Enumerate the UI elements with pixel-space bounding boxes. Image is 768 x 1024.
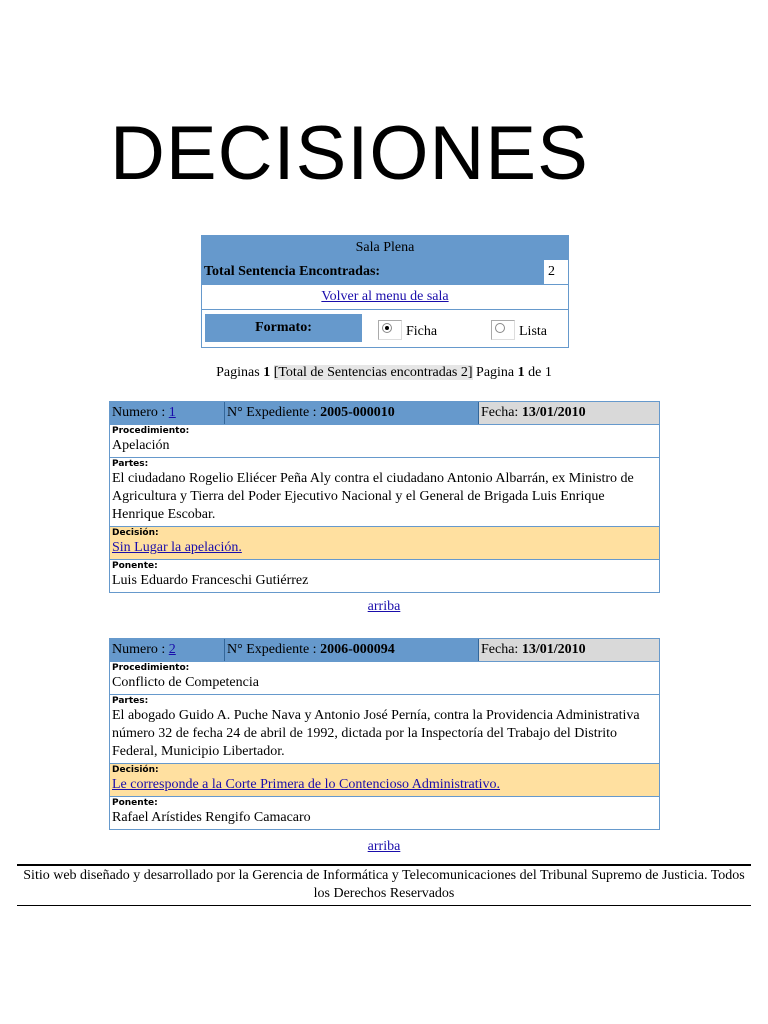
partes-label: Partes: (112, 459, 149, 469)
ponente-section (110, 560, 659, 592)
numero-label: Numero : (112, 642, 166, 657)
record-header (110, 639, 659, 662)
expediente-value: 2006-000094 (320, 642, 395, 657)
ponente-label: Ponente: (112, 798, 158, 808)
arriba-row (0, 599, 768, 615)
arriba-row (0, 839, 768, 855)
fecha-value: 13/01/2010 (521, 642, 586, 657)
ponente-value: Rafael Arístides Rengifo Camacaro (112, 810, 311, 825)
summary-table (201, 235, 569, 348)
procedimiento-section (110, 425, 659, 458)
decision-section (110, 764, 659, 797)
decision-section (110, 527, 659, 560)
pager-label: Paginas (216, 365, 260, 380)
pager-total: [Total de Sentencias encontradas 2] (273, 365, 473, 380)
pager-page: 1 (517, 365, 525, 380)
pager-of: 1 (544, 365, 552, 380)
decision-label: Decisión: (112, 528, 159, 538)
ponente-label: Ponente: (112, 561, 158, 571)
fecha-label: Fecha: (481, 405, 519, 420)
fecha-value: 13/01/2010 (521, 405, 586, 420)
partes-label: Partes: (112, 696, 149, 706)
procedimiento-label: Procedimiento: (112, 663, 190, 673)
pager-page-label: Pagina (476, 365, 515, 380)
expediente-label: N° Expediente : (227, 642, 317, 657)
formato-row (202, 309, 568, 347)
volver-row (202, 284, 568, 309)
pager-of-label: de (528, 365, 542, 380)
pager-current: 1 (263, 365, 271, 380)
expediente-cell (225, 402, 479, 424)
procedimiento-label: Procedimiento: (112, 426, 190, 436)
expediente-label: N° Expediente : (227, 405, 317, 420)
partes-section (110, 458, 659, 527)
page-title: DECISIONES (110, 111, 589, 196)
radio-lista-label: Lista (519, 324, 547, 339)
fecha-cell (479, 639, 659, 661)
partes-value: El abogado Guido A. Puche Nava y Antonio José Pernía, contra la Providencia Administrativa número 32 de fecha 24 de abril de 1992, dictada por la Inspectoría del Trabajo del Distrito Federal, Municipio Libertador. (112, 708, 640, 759)
record-header (110, 402, 659, 425)
partes-value: El ciudadano Rogelio Eliécer Peña Aly contra el ciudadano Antonio Albarrán, ex Ministro de Agricultura y Tierra del Poder Ejecutivo Nacional y el General de Brigada Luis Enrique Henrique Escobar. (112, 471, 634, 522)
ponente-section (110, 797, 659, 829)
arriba-link[interactable]: arriba (367, 839, 401, 854)
ponente-value: Luis Eduardo Franceschi Gutiérrez (112, 573, 309, 588)
decision-label: Decisión: (112, 765, 159, 775)
pager (0, 365, 768, 381)
partes-section (110, 695, 659, 764)
footer: Sitio web diseñado y desarrollado por la Gerencia de Informática y Telecomunicaciones del Tribunal Supremo de Justicia. Todos los Derechos Reservados (17, 864, 751, 906)
numero-link[interactable]: 2 (168, 642, 176, 657)
record-1 (109, 401, 660, 593)
decision-link[interactable]: Le corresponde a la Corte Primera de lo Contencioso Administrativo. (112, 777, 501, 792)
radio-selected-icon (382, 323, 392, 333)
total-row (202, 259, 568, 284)
radio-ficha-box[interactable] (378, 320, 402, 340)
arriba-link[interactable]: arriba (367, 599, 401, 614)
radio-lista[interactable] (491, 320, 547, 340)
procedimiento-value: Conflicto de Competencia (112, 675, 259, 690)
formato-label: Formato: (205, 314, 362, 342)
decision-link[interactable]: Sin Lugar la apelación. (112, 540, 242, 555)
numero-cell (110, 639, 225, 661)
volver-link[interactable]: Volver al menu de sala (321, 289, 449, 304)
total-label: Total Sentencia Encontradas: (202, 260, 544, 284)
numero-link[interactable]: 1 (168, 405, 176, 420)
procedimiento-section (110, 662, 659, 695)
fecha-cell (479, 402, 659, 424)
total-value: 2 (548, 264, 555, 279)
record-2 (109, 638, 660, 830)
radio-lista-box[interactable] (491, 320, 515, 340)
radio-ficha-label: Ficha (406, 324, 438, 339)
numero-label: Numero : (112, 405, 166, 420)
expediente-value: 2005-000010 (320, 405, 395, 420)
fecha-label: Fecha: (481, 642, 519, 657)
numero-cell (110, 402, 225, 424)
sala-header: Sala Plena (202, 236, 568, 259)
radio-unselected-icon (495, 323, 505, 333)
radio-ficha[interactable] (378, 320, 437, 340)
expediente-cell (225, 639, 479, 661)
procedimiento-value: Apelación (112, 438, 170, 453)
